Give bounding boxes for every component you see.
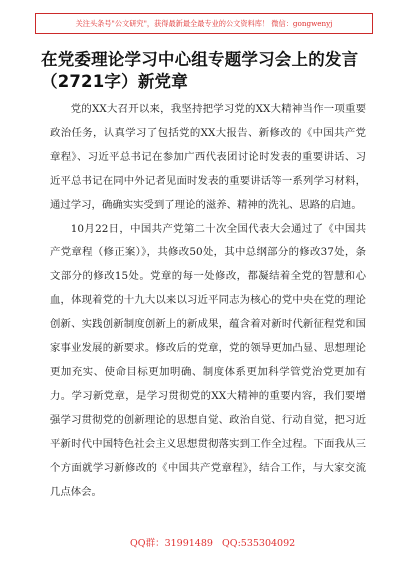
- body-paragraph: 党的XX大召开以来，我坚持把学习党的XX大精神当作一项重要政治任务，认真学习了包括党的XX大报告、新修改的《中国共产党章程》、习近平总书记在参加广西代表团讨论时发表的重要讲话、习近平总书记在同中外记者见面时发表的重要讲话等一系列学习材料，通过学习，确确实实受到了理论的滋养、精神的洗礼、思路的启迪。: [50, 103, 366, 211]
- promo-banner: 关注头条号"公文研究"，获得最新最全最专业的公文资料库！ 微信：gongwenyj: [35, 13, 373, 34]
- qq-number: QQ:535304092: [222, 538, 296, 549]
- qq-group-number: QQ群：31991489: [130, 538, 213, 549]
- page-footer: [0, 535, 408, 553]
- document-title: 在党委理论学习中心组专题学习会上的发言（2721字）新党章: [41, 50, 359, 91]
- document-body: [50, 98, 366, 504]
- body-paragraph: 10月22日，中国共产党第二十次全国代表大会通过了《中国共产党章程（修正案）》，共修改50处，其中总纲部分的修改37处，条文部分的修改15处。党章的每一处修改，都凝结着全党的智慧和心血，体现着党的十九大以来以习近平同志为核心的党中央在党的理论创新、实践创新制度创新上的新成果，蕴含着对新时代新征程党和国家事业发展的新要求。修改后的党章，党的领导更加凸显、思想理论更加充实、使命目标更加明确、制度体系更加科学管党治党更加有力。学习新党章，是学习贯彻党的XX大精神的重要内容，我们要增强学习贯彻党的创新理论的思想自觉、政治自觉、行动自觉，把习近平新时代中国特色社会主义思想贯彻落实到工作全过程。下面我从三个方面就学习新修改的《中国共产党章程》，结合工作，与大家交流几点体会。: [50, 222, 366, 498]
